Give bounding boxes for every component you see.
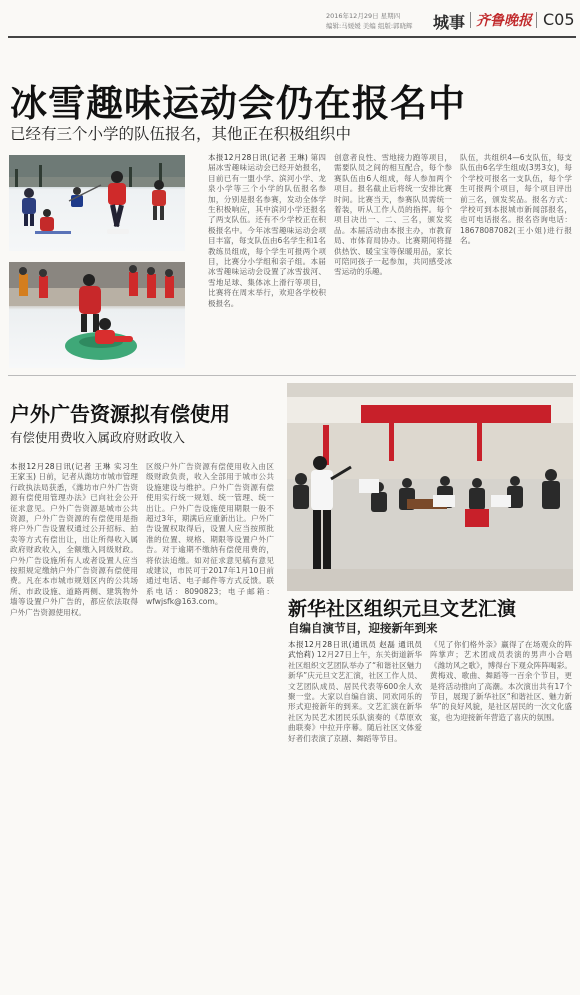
editor-credits: 编辑:马媛媛 美编 组版:郭晓辉	[326, 22, 413, 30]
snow-tube-photo	[9, 262, 185, 368]
issue-date: 2016年12月29日 星期四	[326, 12, 401, 20]
story3-text: 12月27日上午，东关街道新华社区组织文艺团队举办了“和谐社区魅力新华”庆元旦文艺汇演，社区工作人员、文艺团队成员、居民代表等600余人欢聚一堂。大家以自编自演、同欢同乐的形式迎接新年的到来。文艺汇演在新华社区为民艺术团民乐队演奏的《草原欢曲联奏》中拉开序幕。随后社区文体爱好者们表演了京剧、舞蹈等节目。	[288, 650, 422, 743]
header-divider	[536, 12, 537, 28]
header-rule	[8, 36, 576, 38]
story2-text: 日前，记者从潍坊市城市管理行政执法局获悉，《潍坊市户外广告资源有偿使用管理办法》已向社会公开征求意见。户外广告资源是城市公共资源，户外广告资源的有偿使用是指将户外广告设置权通过公开招标、拍卖等方式有偿出让，出让所得收入属政府财政收入，全额缴入同级财政。户外广告设施所有人或者设置人应当按照规定缴纳户外广告资源有偿使用费。凡在本市城市规划区内的公共场所、市政设施、道路两侧、建筑物外墙等设置户外广告的，都应依法取得户外广告资源使用权。	[10, 472, 138, 617]
concert-photo	[287, 383, 573, 591]
section-divider	[8, 375, 576, 376]
story1-text: 第四届冰雪趣味运动会已经开始报名，目前已有一盟小学、滨河小学、龙泉小学等三个小学的队伍报名参加，分别是报名参赛，发动全体学生积极响应，其中滨河小学还报名了两支队伍。还有不少学校正在积极报名中。今年冰雪趣味运动会项目丰富，每支队伍由6名学生和1名教练员组成，每个学生可报两个项目，比赛分小学组和亲子组。本届冰雪趣味运动会设置了冰雪拔河、雪地足球、集体冰上滑行等项目，比赛将在周末举行，欢迎各学校积极报名。	[208, 153, 326, 308]
story2-column	[10, 462, 138, 802]
story3-byline: 本报12月28日讯(通讯员 赵磊 通讯员 武怡莉)	[288, 640, 422, 660]
story1-headline: 冰雪趣味运动会仍在报名中	[10, 82, 466, 125]
story1-column: 创意者良性、雪地接力跑等项目，需要队员之间的相互配合，每个参赛队伍由6人组成，每人参加两个项目。报名截止后将统一安排比赛时间。比赛当天，参赛队员需统一着装，听从工作人员的指挥。每个项目决出一、二、三名，颁发奖品。本届活动由本报主办，市教育局、市体育局协办。比赛期间将提供热饮、暖宝宝等保暖用品，家长可陪同孩子一起参加，共同感受冰雪运动的乐趣。	[334, 153, 452, 277]
snow-race-photo	[9, 155, 185, 251]
story2-headline: 户外广告资源拟有偿使用	[10, 402, 230, 426]
section-name: 城事	[433, 13, 466, 32]
story2-column: 区级户外广告资源有偿使用收入由区级财政负责，收入全部用于城市公共设施建设与维护。户外广告资源有偿使用实行统一规划、统一管理、统一出让。户外广告设施使用期限一般不超过3年，期满后应重新出让。户外广告设置权取得后，设置人应当按照批准的位置、规格、期限等设置户外广告。对于逾期不缴纳有偿使用费的，将依法追缴。如对征求意见稿有意见或建议，市民可于2017年1月10日前通过电话、电子邮件等方式反馈。联系电话：8090823；电子邮箱：wfwjsfk@163.com。	[146, 462, 274, 607]
story2-byline: 本报12月28日讯(记者 王琳 实习生 王家玉)	[10, 462, 138, 482]
newspaper-logo: 齐鲁晚报	[476, 13, 532, 29]
story3-subheadline: 自编自演节目，迎接新年到来	[288, 621, 438, 635]
story1-byline: 本报12月28日讯(记者 王琳)	[208, 153, 308, 162]
story1-column	[208, 153, 326, 369]
story3-column	[288, 640, 422, 790]
header-divider	[470, 12, 471, 28]
story1-column: 队伍，共组织4—6支队伍，每支队伍由6名学生组成(3男3女)，每个学校可报名一支队伍，每个学生可报两个项目，每个项目评出前三名，颁发奖品。报名方式：学校可到本报城市新闻部报名，也可电话报名。报名咨询电话：18678087082(王小姐)进行报名。	[460, 153, 572, 246]
page-number: C05	[543, 10, 575, 29]
story3-headline: 新华社区组织元旦文艺汇演	[288, 598, 517, 620]
story2-subheadline: 有偿使用费收入属政府财政收入	[10, 430, 186, 445]
story3-column: 《见了你们格外亲》赢得了在场观众的阵阵掌声；艺术团成员表演的男声小合唱《潍坊风之歌》，博得台下观众阵阵喝彩。黄梅戏、歌曲、舞蹈等一百余个节目，更是将活动推向了高潮。本次演出共有17个节目，展现了新华社区“和谐社区、魅力新华”的良好风貌，是社区居民的一次文化盛宴，也为迎接新年营造了喜庆的氛围。	[430, 640, 572, 722]
story1-subheadline: 已经有三个小学的队伍报名，其他正在积极组织中	[10, 125, 352, 143]
